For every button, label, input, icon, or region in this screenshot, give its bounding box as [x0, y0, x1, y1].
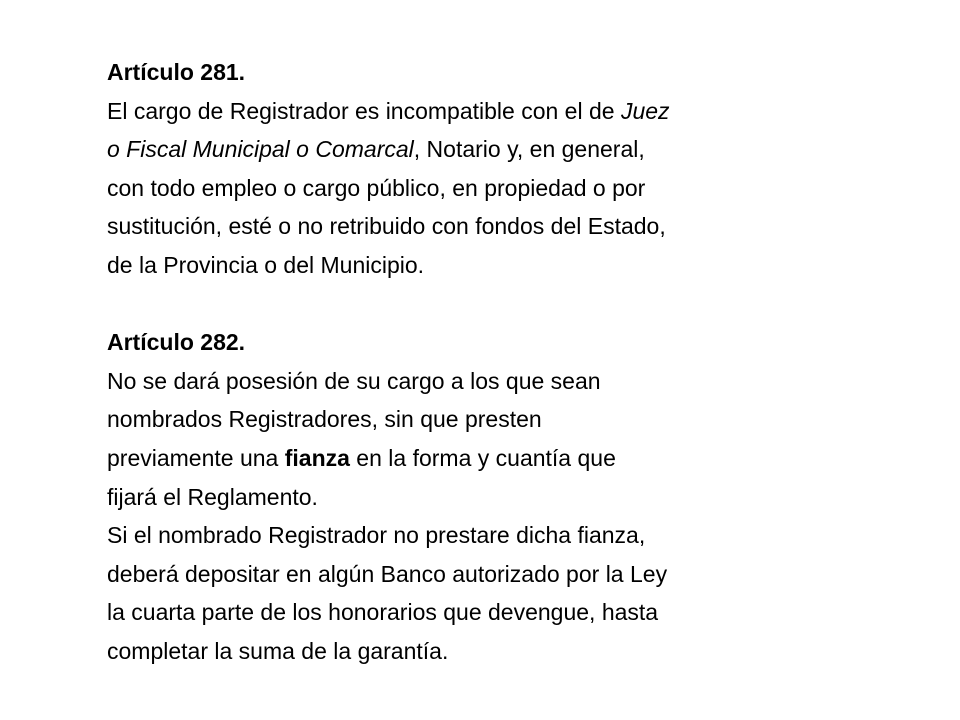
article-281-line-4: sustitución, esté o no retribuido con fondos del Estado, — [107, 213, 666, 240]
article-282-line-6: deberá depositar en algún Banco autorizado por la Ley — [107, 560, 668, 587]
article-282 — [107, 323, 847, 670]
article-282-line-7: la cuarta parte de los honorarios que devengue, hasta — [107, 599, 659, 626]
article-282-line-3-text-end: en la forma y cuantía que — [349, 444, 616, 471]
article-282-heading: Artículo 282. — [107, 329, 246, 356]
article-281 — [107, 53, 847, 285]
article-281-line-2-italic: o Fiscal Municipal o Comarcal — [107, 136, 414, 163]
article-282-line-4: fijará el Reglamento. — [107, 483, 318, 510]
article-281-line-3: con todo empleo o cargo público, en propiedad o por — [107, 174, 646, 201]
article-282-line-1: No se dará posesión de su cargo a los que sean — [107, 367, 601, 394]
article-282-line-3-bold: fianza — [284, 444, 350, 471]
article-282-line-2: nombrados Registradores, sin que presten — [107, 406, 542, 433]
paragraph-gap — [107, 285, 847, 324]
article-281-line-1-italic: Juez — [620, 97, 670, 124]
article-281-line-1-text: El cargo de Registrador es incompatible con el de — [107, 97, 621, 124]
article-281-line-5: de la Provincia o del Municipio. — [107, 251, 425, 278]
article-281-heading: Artículo 281. — [107, 59, 246, 85]
article-281-line-1 — [107, 92, 847, 131]
article-282-line-3-text: previamente una — [107, 444, 285, 471]
article-282-line-8: completar la suma de la garantía. — [107, 637, 449, 664]
article-282-line-5: Si el nombrado Registrador no prestare dicha fianza, — [107, 522, 646, 549]
slide-body — [107, 53, 847, 671]
article-281-line-2-text: , Notario y, en general, — [413, 136, 645, 163]
article-281-line-2 — [107, 130, 847, 169]
article-282-line-3 — [107, 439, 847, 478]
